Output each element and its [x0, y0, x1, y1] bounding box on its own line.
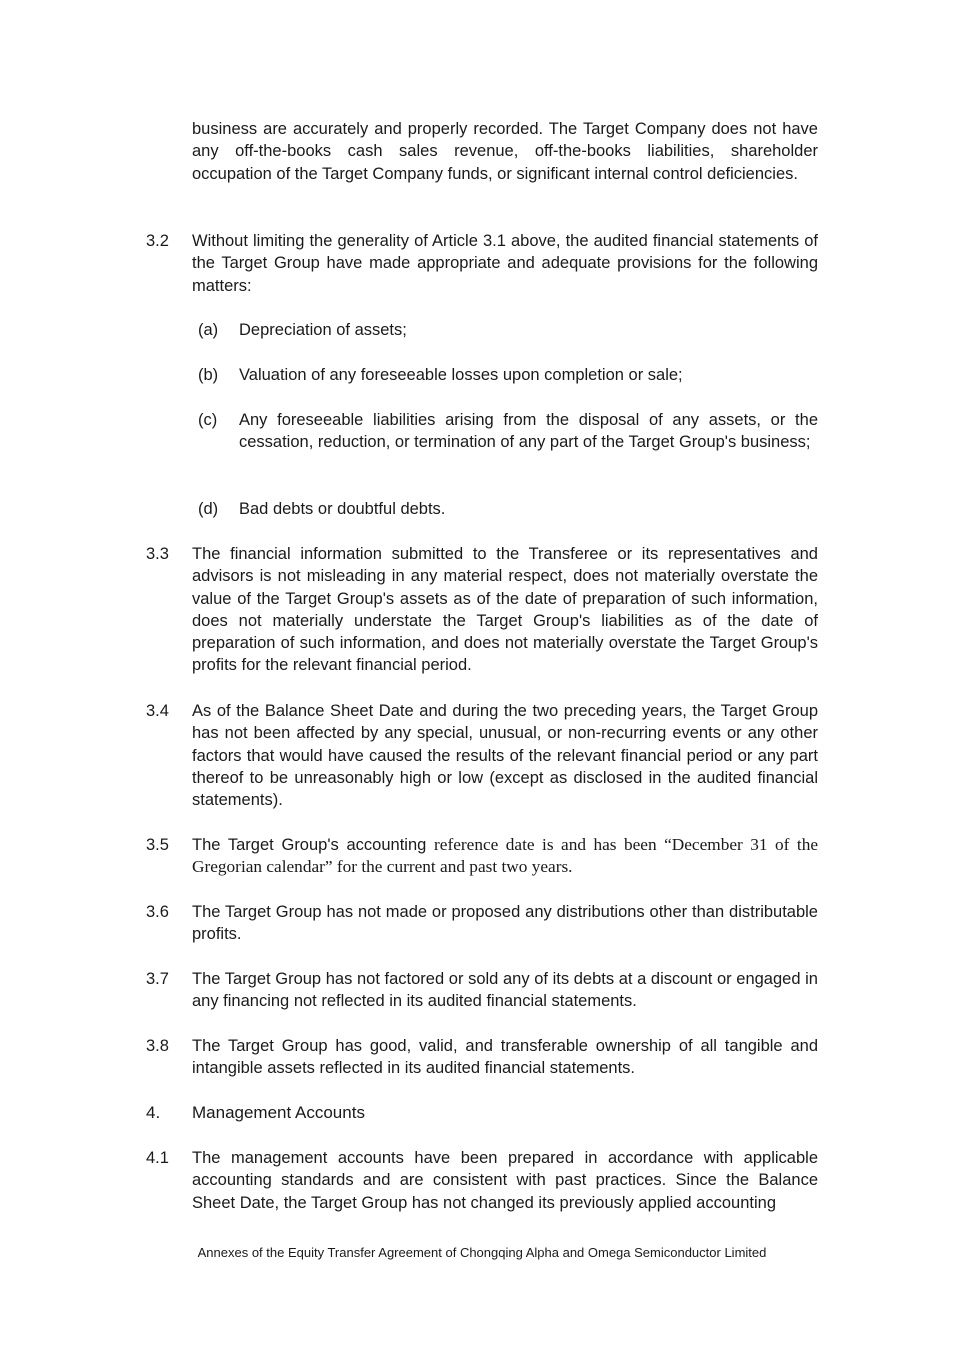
clause-text: The Target Group has not made or proposed any distributions other than distributable profits.: [192, 903, 818, 944]
clause-number: 3.2: [146, 232, 169, 250]
clause-text: As of the Balance Sheet Date and during the two preceding years, the Target Group has not been affected by any special, unusual, or non-recurring events or any other factors that would have caused the results of the relevant financial period or any part thereof to be unreasonably high or low (except as disclosed in the audited financial statements).: [192, 702, 818, 810]
intro-text: business are accurately and properly recorded. The Target Company does not have any off-the-books cash sales revenue, off-the-books liabilities, shareholder occupation of the Target Company funds, or significant internal control deficiencies.: [192, 120, 818, 183]
clause-number: 3.3: [146, 545, 169, 563]
clause-number: 3.7: [146, 970, 169, 988]
clause-text-part2: reference date is and has been “December 31 of the Gregorian calendar” for the current and past two years.: [192, 835, 819, 877]
clause-number: 3.5: [146, 836, 169, 854]
clause-number: 3.8: [146, 1037, 169, 1055]
clause-text: The management accounts have been prepared in accordance with applicable accounting standards and are consistent with past practices. Since the Balance Sheet Date, the Target Group has not changed its previously applied accounting: [192, 1149, 818, 1212]
clause-number: 3.6: [146, 903, 169, 921]
sub-item-text: Depreciation of assets;: [239, 321, 407, 339]
sub-item-label: (d): [198, 500, 219, 518]
sub-item-text: Any foreseeable liabilities arising from the disposal of any assets, or the cessation, reduction, or termination of any part of the Target Group's business;: [239, 411, 818, 452]
sub-item-text: Valuation of any foreseeable losses upon completion or sale;: [239, 366, 683, 384]
sub-item-label: (a): [198, 321, 219, 339]
clause-number: 3.4: [146, 702, 169, 720]
clause-text: The Target Group has good, valid, and transferable ownership of all tangible and intangible assets reflected in its audited financial statements.: [192, 1037, 818, 1078]
sub-item-label: (c): [198, 411, 218, 429]
section-number: 4.: [146, 1103, 161, 1122]
clause-text: The financial information submitted to the Transferee or its representatives and advisors is not misleading in any material respect, does not materially overstate the value of the Target Group's assets as of the date of preparation of such information, does not materially understate the Target Group's liabilities as of the date of preparation of such information, and does not materially overstate the Target Group's profits for the relevant financial period.: [192, 545, 818, 675]
clause-text-part1: The Target Group's accounting: [192, 836, 435, 854]
clause-text: The Target Group has not factored or sold any of its debts at a discount or engaged in any financing not reflected in its audited financial statements.: [192, 970, 818, 1011]
clause-text: [192, 834, 818, 879]
sub-item-label: (b): [198, 366, 219, 384]
clause-text: Without limiting the generality of Article 3.1 above, the audited financial statements of the Target Group have made appropriate and adequate provisions for the following matters:: [192, 232, 818, 295]
page-footer: Annexes of the Equity Transfer Agreement of Chongqing Alpha and Omega Semiconductor Limited: [197, 1245, 767, 1260]
sub-item-text: Bad debts or doubtful debts.: [239, 500, 446, 518]
clause-number: 4.1: [146, 1149, 169, 1167]
section-title: Management Accounts: [192, 1103, 365, 1122]
